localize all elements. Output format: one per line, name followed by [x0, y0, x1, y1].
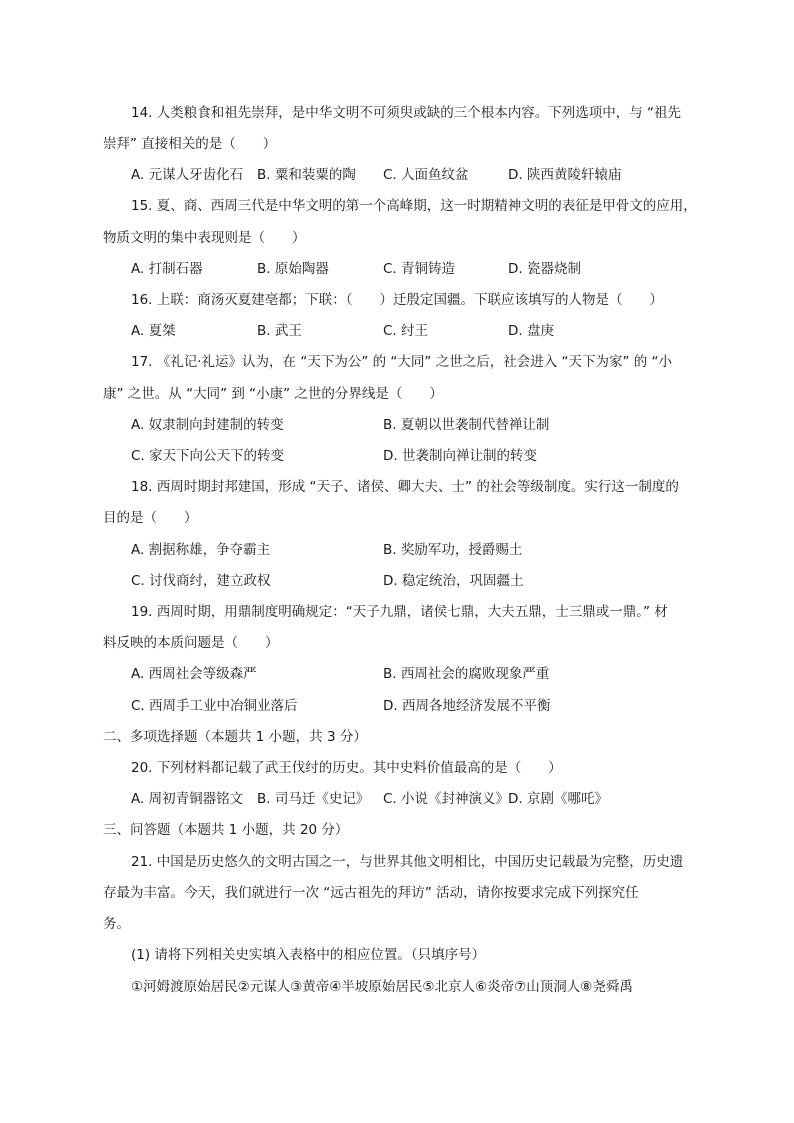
q15-option-a: A. 打制石器 [131, 261, 203, 277]
q18-options-row1 [131, 540, 691, 560]
q19-stem-line2: 料反映的本质问题是（ ） [103, 635, 279, 651]
q21-stem-line3: 务。 [103, 916, 130, 932]
q19-stem-line1: 19. 西周时期，用鼎制度明确规定：“天子九鼎，诸侯七鼎，大夫五鼎，士三鼎或一鼎。” 材 [131, 604, 668, 620]
q17-options-row1 [131, 415, 691, 435]
q16-option-c: C. 纣王 [383, 323, 429, 339]
section-heading-questions: 三、问答题（本题共 1 小题，共 20 分） [103, 822, 349, 838]
q18-option-a: A. 割据称雄，争夺霸主 [131, 542, 271, 558]
section-heading-multiple-choice: 二、多项选择题（本题共 1 小题，共 3 分） [103, 729, 367, 745]
q15-stem-line1: 15. 夏、商、西周三代是中华文明的第一个高峰期，这一时期精神文明的表征是甲骨文的应用， [131, 198, 697, 214]
q16-options [131, 321, 691, 341]
q17-option-c: C. 家天下向公天下的转变 [131, 448, 285, 464]
q18-stem-line1: 18. 西周时期封邦建国，形成 “天子、诸侯、卿大夫、士” 的社会等级制度。实行这一制度的 [131, 479, 679, 495]
q17-option-b: B. 夏朝以世袭制代替禅让制 [383, 417, 550, 433]
q16-stem-line1: 16. 上联：商汤灭夏建亳都；下联：（ ）迁殷定国疆。下联应该填写的人物是（ ） [131, 292, 664, 308]
q20-option-b: B. 司马迁《史记》 [257, 791, 370, 807]
q20-option-d: D. 京剧《哪吒》 [508, 791, 608, 807]
q14-options [131, 165, 691, 185]
q18-options-row2 [131, 571, 691, 591]
q21-stem-line2: 存最为丰富。今天，我们就进行一次 “远古祖先的拜访” 活动，请你按要求完成下列探究任 [103, 885, 639, 901]
q17-option-a: A. 奴隶制向封建制的转变 [131, 417, 284, 433]
q19-option-a: A. 西周社会等级森严 [131, 666, 257, 682]
q18-stem-line2: 目的是（ ） [103, 510, 198, 526]
q20-option-c: C. 小说《封神演义》 [383, 791, 510, 807]
q21-stem-line1: 21. 中国是历史悠久的文明古国之一，与世界其他文明相比，中国历史记载最为完整，历史遗 [131, 854, 684, 870]
q14-stem-line2: 崇拜” 直接相关的是（ ） [103, 136, 277, 152]
q14-option-a: A. 元谋人牙齿化石 [131, 167, 244, 183]
q16-option-a: A. 夏桀 [131, 323, 176, 339]
q20-options [131, 789, 691, 809]
q14-option-d: D. 陕西黄陵轩辕庙 [508, 167, 622, 183]
q15-options [131, 259, 691, 279]
q15-option-d: D. 瓷器烧制 [508, 261, 581, 277]
q21-subquestion-1: (1) 请将下列相关史实填入表格中的相应位置。（只填序号） [131, 947, 486, 963]
q19-option-d: D. 西周各地经济发展不平衡 [383, 698, 551, 714]
q14-option-b: B. 粟和装粟的陶 [257, 167, 356, 183]
q14-stem-line1: 14. 人类粮食和祖先崇拜，是中华文明不可须臾或缺的三个根本内容。下列选项中，与 “祖先 [131, 105, 682, 121]
q19-option-c: C. 西周手工业中冶铜业落后 [131, 698, 298, 714]
q18-option-c: C. 讨伐商纣，建立政权 [131, 573, 271, 589]
q15-option-b: B. 原始陶器 [257, 261, 329, 277]
q16-option-b: B. 武王 [257, 323, 302, 339]
q20-stem-line1: 20. 下列材料都记载了武王伐纣的历史。其中史料价值最高的是（ ） [131, 760, 562, 776]
q16-option-d: D. 盘庚 [508, 323, 554, 339]
q17-option-d: D. 世袭制向禅让制的转变 [383, 448, 537, 464]
q20-option-a: A. 周初青铜器铭文 [131, 791, 244, 807]
q17-options-row2 [131, 446, 691, 466]
q17-stem-line1: 17. 《礼记·礼运》认为，在 “天下为公” 的 “大同” 之世之后，社会进入 “天下为家” 的 “小 [131, 354, 673, 370]
q21-items-list: ①河姆渡原始居民②元谋人③黄帝④半坡原始居民⑤北京人⑥炎帝⑦山顶洞人⑧尧舜禹 [131, 979, 633, 995]
q17-stem-line2: 康” 之世。从 “大同” 到 “小康” 之世的分界线是（ ） [103, 386, 443, 402]
q15-stem-line2: 物质文明的集中表现则是（ ） [103, 230, 306, 246]
q18-option-b: B. 奖励军功，授爵赐土 [383, 542, 523, 558]
q19-options-row1 [131, 664, 691, 684]
q19-options-row2 [131, 696, 691, 716]
q14-option-c: C. 人面鱼纹盆 [383, 167, 469, 183]
q19-option-b: B. 西周社会的腐败现象严重 [383, 666, 550, 682]
q15-option-c: C. 青铜铸造 [383, 261, 456, 277]
q18-option-d: D. 稳定统治，巩固疆土 [383, 573, 524, 589]
